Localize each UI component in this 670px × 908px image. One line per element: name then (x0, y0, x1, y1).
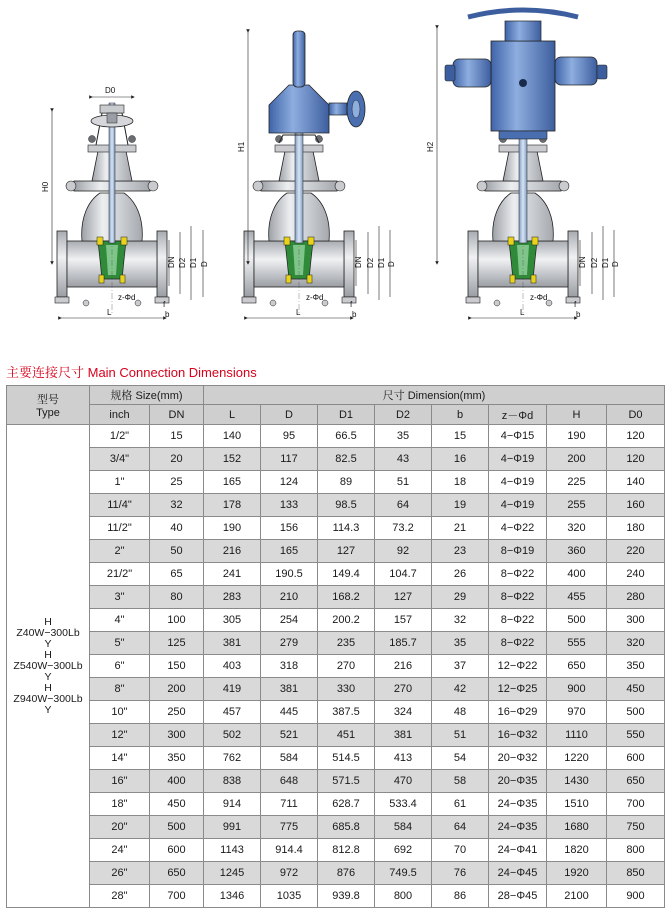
cell-b: 58 (432, 770, 489, 793)
table-row (7, 494, 665, 517)
cell-d2: 324 (375, 701, 432, 724)
cell-l: 1245 (204, 862, 261, 885)
cell-l: 762 (204, 747, 261, 770)
table-row (7, 471, 665, 494)
cell-dn: 600 (150, 839, 204, 862)
cell-d0: 700 (607, 793, 665, 816)
cell-dn: 500 (150, 816, 204, 839)
cell-b: 70 (432, 839, 489, 862)
cell-l: 838 (204, 770, 261, 793)
cell-d1: 571.5 (318, 770, 375, 793)
cell-l: 165 (204, 471, 261, 494)
type-model-line: Y (44, 703, 52, 716)
cell-l: 914 (204, 793, 261, 816)
cell-dn: 125 (150, 632, 204, 655)
cell-zphid: 24−Φ41 (489, 839, 547, 862)
cell-dn: 450 (150, 793, 204, 816)
cell-l: 152 (204, 448, 261, 471)
cell-dn: 50 (150, 540, 204, 563)
cell-d1: 685.8 (318, 816, 375, 839)
header-l: L (204, 405, 261, 425)
cell-d1: 98.5 (318, 494, 375, 517)
cell-l: 502 (204, 724, 261, 747)
cell-dn: 350 (150, 747, 204, 770)
cell-h: 190 (547, 425, 607, 448)
cell-d2: 92 (375, 540, 432, 563)
table-row (7, 563, 665, 586)
cell-h: 1920 (547, 862, 607, 885)
label-zphid-2: z-Φd (306, 293, 324, 302)
cell-l: 241 (204, 563, 261, 586)
cell-b: 76 (432, 862, 489, 885)
table-row (7, 862, 665, 885)
cell-d0: 750 (607, 816, 665, 839)
cell-d2: 51 (375, 471, 432, 494)
dimension-table-body (7, 425, 665, 908)
cell-d0: 650 (607, 770, 665, 793)
table-row (7, 517, 665, 540)
table-row (7, 540, 665, 563)
cell-d2: 185.7 (375, 632, 432, 655)
cell-zphid: 8−Φ19 (489, 540, 547, 563)
cell-inch: 11/2" (90, 517, 150, 540)
cell-h: 200 (547, 448, 607, 471)
label-l-3: L (520, 308, 525, 317)
cell-zphid: 8−Φ22 (489, 609, 547, 632)
cell-d1: 939.8 (318, 885, 375, 908)
cell-b: 54 (432, 747, 489, 770)
cell-b: 32 (432, 609, 489, 632)
cell-zphid: 24−Φ35 (489, 816, 547, 839)
type-model-line: H (44, 681, 52, 694)
cell-d0: 500 (607, 701, 665, 724)
cell-b: 35 (432, 632, 489, 655)
cell-d1: 89 (318, 471, 375, 494)
cell-b: 64 (432, 816, 489, 839)
table-row (7, 747, 665, 770)
cell-inch: 8" (90, 678, 150, 701)
cell-h: 320 (547, 517, 607, 540)
cell-inch: 11/4" (90, 494, 150, 517)
table-row (7, 839, 665, 862)
cell-d: 521 (261, 724, 318, 747)
cell-d2: 470 (375, 770, 432, 793)
valve-gear-drawing (242, 31, 365, 313)
cell-inch: 21/2" (90, 563, 150, 586)
label-d2-2: D2 (366, 257, 375, 268)
cell-dn: 200 (150, 678, 204, 701)
label-zphid-1: z-Φd (118, 293, 136, 302)
label-b-2: b (352, 310, 357, 319)
cell-dn: 15 (150, 425, 204, 448)
cell-dn: 40 (150, 517, 204, 540)
cell-d0: 320 (607, 632, 665, 655)
cell-dn: 650 (150, 862, 204, 885)
cell-d0: 240 (607, 563, 665, 586)
cell-b: 29 (432, 586, 489, 609)
label-f-3: f (574, 300, 577, 309)
cell-inch: 12" (90, 724, 150, 747)
cell-h: 1430 (547, 770, 607, 793)
cell-d: 584 (261, 747, 318, 770)
cell-inch: 1/2" (90, 425, 150, 448)
cell-d1: 235 (318, 632, 375, 655)
cell-dn: 700 (150, 885, 204, 908)
table-row (7, 632, 665, 655)
cell-l: 178 (204, 494, 261, 517)
cell-d: 124 (261, 471, 318, 494)
label-d-3: D (611, 261, 620, 267)
table-row (7, 448, 665, 471)
cell-d2: 381 (375, 724, 432, 747)
cell-d0: 280 (607, 586, 665, 609)
label-d1-1: D1 (189, 257, 198, 268)
type-model-line: Z40W−300Lb (16, 626, 80, 639)
cell-d: 972 (261, 862, 318, 885)
cell-inch: 26" (90, 862, 150, 885)
cell-d2: 73.2 (375, 517, 432, 540)
cell-zphid: 4−Φ15 (489, 425, 547, 448)
cell-d: 165 (261, 540, 318, 563)
cell-d2: 749.5 (375, 862, 432, 885)
cell-zphid: 24−Φ35 (489, 793, 547, 816)
cell-d: 156 (261, 517, 318, 540)
cell-d: 711 (261, 793, 318, 816)
cell-d1: 66.5 (318, 425, 375, 448)
label-l-2: L (296, 308, 301, 317)
cell-d2: 216 (375, 655, 432, 678)
cell-dn: 100 (150, 609, 204, 632)
table-row (7, 609, 665, 632)
cell-l: 457 (204, 701, 261, 724)
label-b-1: b (165, 310, 170, 319)
cell-inch: 18" (90, 793, 150, 816)
cell-d: 914.4 (261, 839, 318, 862)
cell-b: 51 (432, 724, 489, 747)
cell-d2: 584 (375, 816, 432, 839)
label-h1: H1 (237, 141, 246, 152)
cell-d1: 876 (318, 862, 375, 885)
cell-l: 283 (204, 586, 261, 609)
label-l-1: L (107, 308, 112, 317)
label-h2: H2 (426, 141, 435, 152)
label-zphid-3: z-Φd (530, 293, 548, 302)
cell-d0: 350 (607, 655, 665, 678)
cell-b: 48 (432, 701, 489, 724)
cell-d2: 800 (375, 885, 432, 908)
cell-zphid: 20−Φ32 (489, 747, 547, 770)
cell-dn: 250 (150, 701, 204, 724)
cell-b: 19 (432, 494, 489, 517)
cell-d: 381 (261, 678, 318, 701)
header-size-group: 规格 Size(mm) (90, 386, 204, 405)
table-row (7, 678, 665, 701)
cell-d2: 533.4 (375, 793, 432, 816)
cell-b: 15 (432, 425, 489, 448)
cell-d: 445 (261, 701, 318, 724)
cell-d0: 220 (607, 540, 665, 563)
cell-d0: 160 (607, 494, 665, 517)
cell-inch: 3" (90, 586, 150, 609)
cell-d: 117 (261, 448, 318, 471)
cell-zphid: 16−Φ32 (489, 724, 547, 747)
cell-h: 360 (547, 540, 607, 563)
valve-drawings (0, 0, 670, 345)
cell-d0: 140 (607, 471, 665, 494)
cell-d0: 850 (607, 862, 665, 885)
cell-b: 86 (432, 885, 489, 908)
cell-zphid: 20−Φ35 (489, 770, 547, 793)
label-d2-1: D2 (178, 257, 187, 268)
cell-h: 255 (547, 494, 607, 517)
cell-d0: 550 (607, 724, 665, 747)
dimension-table (6, 385, 665, 908)
cell-d2: 104.7 (375, 563, 432, 586)
label-dn-3: DN (578, 256, 587, 268)
cell-d0: 180 (607, 517, 665, 540)
label-d-1: D (200, 261, 209, 267)
cell-h: 1220 (547, 747, 607, 770)
cell-b: 37 (432, 655, 489, 678)
cell-inch: 3/4" (90, 448, 150, 471)
cell-dn: 32 (150, 494, 204, 517)
cell-d0: 120 (607, 425, 665, 448)
type-model-line: H (44, 648, 52, 661)
cell-dn: 80 (150, 586, 204, 609)
cell-d1: 387.5 (318, 701, 375, 724)
label-dn-2: DN (354, 256, 363, 268)
label-f-2: f (350, 300, 353, 309)
cell-l: 381 (204, 632, 261, 655)
table-row (7, 655, 665, 678)
table-row (7, 425, 665, 448)
cell-d1: 330 (318, 678, 375, 701)
label-d1-3: D1 (601, 257, 610, 268)
cell-d0: 450 (607, 678, 665, 701)
label-f-1: f (163, 300, 166, 309)
cell-inch: 4" (90, 609, 150, 632)
cell-zphid: 28−Φ45 (489, 885, 547, 908)
label-b-3: b (576, 310, 581, 319)
cell-l: 403 (204, 655, 261, 678)
label-d2-3: D2 (590, 257, 599, 268)
cell-zphid: 8−Φ22 (489, 563, 547, 586)
header-d2: D2 (375, 405, 432, 425)
header-d1: D1 (318, 405, 375, 425)
cell-l: 1143 (204, 839, 261, 862)
cell-d0: 300 (607, 609, 665, 632)
label-d-2: D (387, 261, 396, 267)
header-d: D (261, 405, 318, 425)
cell-h: 2100 (547, 885, 607, 908)
cell-d1: 451 (318, 724, 375, 747)
type-model-line: H (44, 615, 52, 628)
cell-d0: 600 (607, 747, 665, 770)
cell-d1: 514.5 (318, 747, 375, 770)
label-h0: H0 (41, 181, 50, 192)
label-dn-1: DN (167, 256, 176, 268)
cell-h: 1680 (547, 816, 607, 839)
cell-d2: 64 (375, 494, 432, 517)
table-row (7, 816, 665, 839)
cell-d: 1035 (261, 885, 318, 908)
cell-d: 210 (261, 586, 318, 609)
cell-d1: 200.2 (318, 609, 375, 632)
cell-d0: 120 (607, 448, 665, 471)
cell-dn: 25 (150, 471, 204, 494)
cell-d: 133 (261, 494, 318, 517)
cell-d2: 413 (375, 747, 432, 770)
cell-d: 95 (261, 425, 318, 448)
cell-d: 254 (261, 609, 318, 632)
cell-b: 18 (432, 471, 489, 494)
cell-dn: 400 (150, 770, 204, 793)
cell-h: 970 (547, 701, 607, 724)
cell-d1: 127 (318, 540, 375, 563)
cell-d2: 35 (375, 425, 432, 448)
cell-d: 318 (261, 655, 318, 678)
label-d0: D0 (105, 86, 116, 95)
cell-d: 775 (261, 816, 318, 839)
cell-l: 216 (204, 540, 261, 563)
table-row (7, 793, 665, 816)
header-type-en: Type (36, 407, 60, 419)
header-dn: DN (150, 405, 204, 425)
cell-d2: 157 (375, 609, 432, 632)
cell-dn: 20 (150, 448, 204, 471)
cell-inch: 24" (90, 839, 150, 862)
table-row (7, 724, 665, 747)
type-model-line: Z540W−300Lb (13, 659, 83, 672)
cell-d1: 628.7 (318, 793, 375, 816)
cell-d: 648 (261, 770, 318, 793)
cell-dn: 150 (150, 655, 204, 678)
cell-l: 1346 (204, 885, 261, 908)
cell-d0: 900 (607, 885, 665, 908)
cell-b: 42 (432, 678, 489, 701)
cell-inch: 28" (90, 885, 150, 908)
header-zphid: z－Φd (489, 405, 547, 425)
cell-h: 1110 (547, 724, 607, 747)
cell-zphid: 4−Φ19 (489, 494, 547, 517)
header-h: H (547, 405, 607, 425)
cell-zphid: 4−Φ19 (489, 471, 547, 494)
cell-l: 419 (204, 678, 261, 701)
cell-inch: 1" (90, 471, 150, 494)
header-type-cn: 型号 (37, 394, 59, 406)
table-row (7, 770, 665, 793)
cell-l: 140 (204, 425, 261, 448)
table-row (7, 586, 665, 609)
section-title: 主要连接尺寸 Main Connection Dimensions (6, 365, 257, 380)
cell-d2: 127 (375, 586, 432, 609)
cell-l: 991 (204, 816, 261, 839)
cell-h: 900 (547, 678, 607, 701)
cell-inch: 2" (90, 540, 150, 563)
header-type (7, 386, 90, 425)
header-b: b (432, 405, 489, 425)
cell-h: 1820 (547, 839, 607, 862)
valve-handwheel-drawing (55, 103, 169, 313)
cell-d: 279 (261, 632, 318, 655)
cell-d2: 270 (375, 678, 432, 701)
type-model-line: Z940W−300Lb (13, 692, 83, 705)
cell-d1: 168.2 (318, 586, 375, 609)
table-row (7, 885, 665, 908)
cell-inch: 6" (90, 655, 150, 678)
cell-d: 190.5 (261, 563, 318, 586)
cell-zphid: 8−Φ22 (489, 632, 547, 655)
cell-d1: 114.3 (318, 517, 375, 540)
cell-h: 650 (547, 655, 607, 678)
type-models (7, 425, 90, 908)
cell-b: 26 (432, 563, 489, 586)
cell-zphid: 8−Φ22 (489, 586, 547, 609)
cell-h: 1510 (547, 793, 607, 816)
cell-inch: 16" (90, 770, 150, 793)
cell-h: 555 (547, 632, 607, 655)
cell-h: 400 (547, 563, 607, 586)
cell-l: 190 (204, 517, 261, 540)
cell-h: 225 (547, 471, 607, 494)
cell-zphid: 16−Φ29 (489, 701, 547, 724)
cell-zphid: 12−Φ25 (489, 678, 547, 701)
cell-inch: 10" (90, 701, 150, 724)
cell-h: 455 (547, 586, 607, 609)
cell-d1: 812.8 (318, 839, 375, 862)
cell-zphid: 12−Φ22 (489, 655, 547, 678)
table-row (7, 701, 665, 724)
cell-d2: 43 (375, 448, 432, 471)
cell-b: 23 (432, 540, 489, 563)
type-model-line: Y (44, 670, 52, 683)
cell-d1: 149.4 (318, 563, 375, 586)
cell-l: 305 (204, 609, 261, 632)
cell-b: 61 (432, 793, 489, 816)
cell-d2: 692 (375, 839, 432, 862)
cell-zphid: 24−Φ45 (489, 862, 547, 885)
cell-zphid: 4−Φ19 (489, 448, 547, 471)
cell-inch: 14" (90, 747, 150, 770)
header-dimension-group: 尺寸 Dimension(mm) (204, 386, 665, 405)
cell-zphid: 4−Φ22 (489, 517, 547, 540)
label-d1-2: D1 (377, 257, 386, 268)
cell-d1: 82.5 (318, 448, 375, 471)
header-d0: D0 (607, 405, 665, 425)
cell-b: 16 (432, 448, 489, 471)
cell-h: 500 (547, 609, 607, 632)
type-model-line: Y (44, 637, 52, 650)
cell-d1: 270 (318, 655, 375, 678)
cell-dn: 300 (150, 724, 204, 747)
header-inch: inch (90, 405, 150, 425)
cell-inch: 20" (90, 816, 150, 839)
cell-d0: 800 (607, 839, 665, 862)
cell-dn: 65 (150, 563, 204, 586)
cell-b: 21 (432, 517, 489, 540)
cell-inch: 5" (90, 632, 150, 655)
